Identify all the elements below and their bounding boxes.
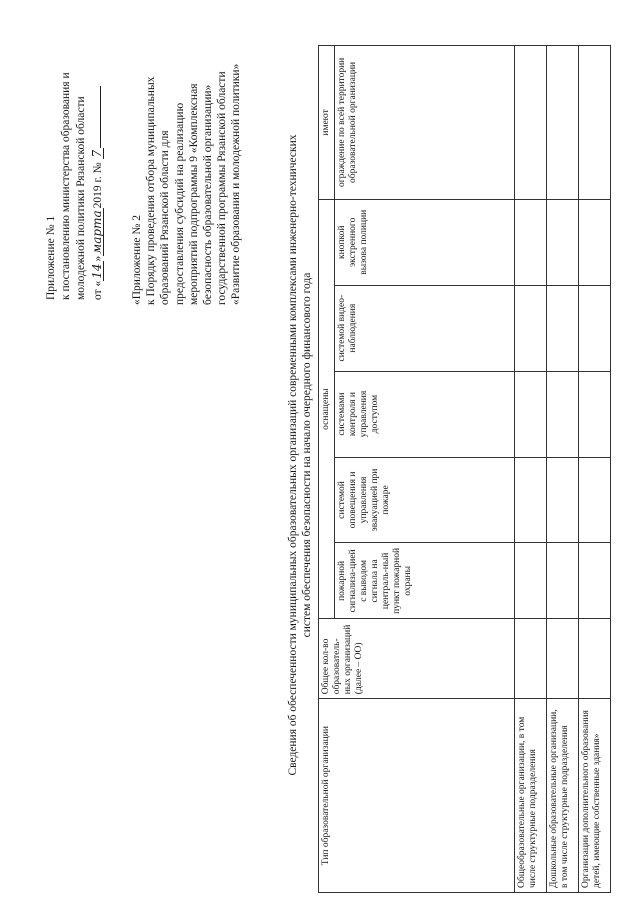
table-cell bbox=[515, 199, 547, 285]
appendix-2-line: «Развитие образования и молодежной политики» bbox=[230, 63, 243, 305]
appendix-2-line: предоставления субсидий на реализацию bbox=[173, 102, 186, 305]
table-row bbox=[515, 46, 547, 893]
header-fence: ограждение по всей территории образовательной организации bbox=[335, 46, 515, 200]
table-cell bbox=[579, 285, 611, 371]
row-type: Организации дополнительного образования детей, имеющие собственные здания» bbox=[579, 699, 611, 893]
security-table bbox=[318, 45, 611, 893]
table-cell bbox=[547, 285, 579, 371]
table-cell bbox=[547, 619, 579, 699]
appendix-1-line-1: к постановлению министерства образования и bbox=[60, 72, 72, 300]
table-cell bbox=[547, 543, 579, 619]
date-month: марта bbox=[90, 210, 104, 254]
appendix-1-line-2: молодежной политики Рязанской области bbox=[75, 96, 87, 300]
appendix-2-line: государственной программы Рязанской области bbox=[216, 71, 229, 305]
table-cell bbox=[547, 371, 579, 457]
appendix-1-header bbox=[44, 10, 106, 300]
row-type: Дошкольные образовательные организации, в том числе структурные подразделения bbox=[547, 699, 579, 893]
heading-line-2: систем обеспечения безопасности на начало очередного финансового года bbox=[301, 272, 313, 638]
heading-line-1: Сведения об обеспеченности муниципальных образовательных организаций современными комплексами инженерно-технических bbox=[287, 134, 299, 776]
header-panic-button: кнопкой экстренного вызова полиции bbox=[335, 199, 515, 285]
table-cell bbox=[515, 619, 547, 699]
table-cell bbox=[579, 543, 611, 619]
appendix-2-line: мероприятий подпрограммы 9 «Комплексная bbox=[187, 83, 200, 305]
table-cell bbox=[547, 457, 579, 543]
appendix-2-line: образований Рязанской области для bbox=[159, 130, 172, 305]
table-cell bbox=[515, 285, 547, 371]
table-cell bbox=[547, 46, 579, 200]
appendix-2-header bbox=[130, 5, 244, 305]
table-cell bbox=[515, 543, 547, 619]
header-access-control: системами контроля и управления доступом bbox=[335, 371, 515, 457]
date-day: 14 bbox=[90, 263, 104, 279]
header-total: Общее кол-во образователь-ных организаций (далее – ОО) bbox=[319, 619, 515, 699]
appendix-2-line: к Порядку проведения отбора муниципальных bbox=[145, 76, 158, 305]
table-cell bbox=[579, 46, 611, 200]
date-year: 2019 г. № bbox=[92, 162, 104, 209]
table-cell bbox=[515, 46, 547, 200]
appendix-1-date-line bbox=[89, 10, 106, 300]
table-row bbox=[579, 46, 611, 893]
appendix-2-title: «Приложение № 2 bbox=[131, 215, 143, 305]
date-prefix: от « bbox=[92, 280, 104, 300]
document-heading bbox=[286, 40, 314, 870]
table-cell bbox=[515, 457, 547, 543]
header-fire-alarm: пожарной сигнализа-цией с выводом сигнала на централь-ный пункт пожарной охраны bbox=[335, 543, 515, 619]
table-cell bbox=[579, 371, 611, 457]
row-type: Общеобразовательные организации, в том числе структурные подразделения bbox=[515, 699, 547, 893]
table-row bbox=[547, 46, 579, 893]
number-underline bbox=[89, 86, 101, 148]
header-equipped: оснащены bbox=[319, 199, 335, 619]
table-cell bbox=[579, 199, 611, 285]
table-cell bbox=[547, 199, 579, 285]
table-cell bbox=[579, 457, 611, 543]
table-cell bbox=[515, 371, 547, 457]
header-type: Тип образовательной организации bbox=[319, 699, 515, 893]
table-cell bbox=[579, 619, 611, 699]
table-header-row bbox=[319, 46, 335, 893]
appendix-1-title: Приложение № 1 bbox=[45, 215, 57, 300]
date-mid: » bbox=[92, 255, 104, 262]
header-have: имеют bbox=[319, 46, 335, 200]
header-video: системой видео-наблюдения bbox=[335, 285, 515, 371]
decree-number: 7 bbox=[90, 149, 104, 158]
appendix-2-line: безопасность образовательной организации» bbox=[202, 84, 215, 305]
header-evacuation: системой оповещения и управления эвакуацией при пожаре bbox=[335, 457, 515, 543]
